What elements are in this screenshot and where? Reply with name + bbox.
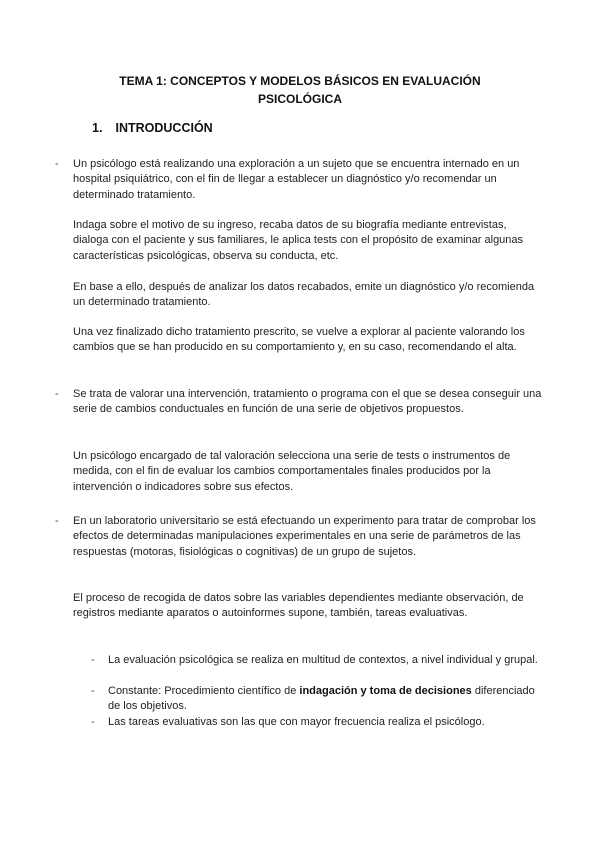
bullet-marker: - bbox=[55, 388, 59, 400]
title-line-1: TEMA 1: CONCEPTOS Y MODELOS BÁSICOS EN EVALUACIÓN bbox=[119, 74, 481, 88]
sub-item-2-prefix: Constante: Procedimiento científico de bbox=[108, 685, 300, 697]
document-title bbox=[90, 72, 510, 108]
paragraph-7: En un laboratorio universitario se está efectuando un experimento para tratar de comprobar los efectos de determinadas manipulaciones experimentales en una serie de parámetros de las respuestas (motoras, fisiológicas o cognitivas) de un grupo de sujetos. bbox=[73, 515, 536, 558]
bullet-marker: - bbox=[55, 158, 59, 170]
paragraph-2: Indaga sobre el motivo de su ingreso, recaba datos de su biografía mediante entrevistas, dialoga con el paciente y sus familiares, le aplica tests con el propósito de examinar algunas características psicológicas, observa su conducta, etc. bbox=[73, 219, 524, 262]
paragraph-6: Un psicólogo encargado de tal valoración selecciona una serie de tests o instrumentos de medida, con el fin de evaluar los cambios comportamentales finales producidos por la intervención o indicadores sobre sus efectos. bbox=[73, 450, 511, 493]
sub-item-2-suffix: diferenciado de los objetivos. bbox=[108, 685, 535, 713]
sub-bullet-marker: - bbox=[91, 654, 95, 666]
paragraph-4: Una vez finalizado dicho tratamiento prescrito, se vuelve a explorar al paciente valorando los cambios que se han producido en su comportamiento y, en su caso, recomendando el alta. bbox=[73, 326, 525, 354]
sub-item-1: La evaluación psicológica se realiza en multitud de contextos, a nivel individual y grupal. bbox=[108, 654, 538, 666]
sub-item-3: Las tareas evaluativas son las que con mayor frecuencia realiza el psicólogo. bbox=[108, 716, 485, 728]
paragraph-3: En base a ello, después de analizar los datos recabados, emite un diagnóstico y/o recomienda un determinado tratamiento. bbox=[73, 281, 535, 309]
paragraph-8: El proceso de recogida de datos sobre las variables dependientes mediante observación, de registros mediante aparatos o autoinformes supone, también, tareas evaluativas. bbox=[73, 592, 524, 620]
sub-bullet-marker: - bbox=[91, 716, 95, 728]
title-line-2: PSICOLÓGICA bbox=[257, 92, 342, 106]
paragraph-5: Se trata de valorar una intervención, tratamiento o programa con el que se desea conseguir una serie de cambios conductuales en función de una serie de objetivos propuestos. bbox=[73, 388, 542, 416]
sub-bullet-marker: - bbox=[91, 685, 95, 697]
sub-item-2 bbox=[108, 684, 538, 715]
paragraph-1: Un psicólogo está realizando una exploración a un sujeto que se encuentra internado en un hospital psiquiátrico, con el fin de llegar a establecer un diagnóstico y/o recomendar un determinado tratamiento. bbox=[73, 158, 520, 201]
bullet-marker: - bbox=[55, 515, 59, 527]
section-title: INTRODUCCIÓN bbox=[115, 121, 213, 135]
section-heading bbox=[92, 121, 213, 135]
section-number: 1. bbox=[92, 121, 103, 135]
sub-item-2-bold: indagación y toma de decisiones bbox=[299, 685, 472, 697]
